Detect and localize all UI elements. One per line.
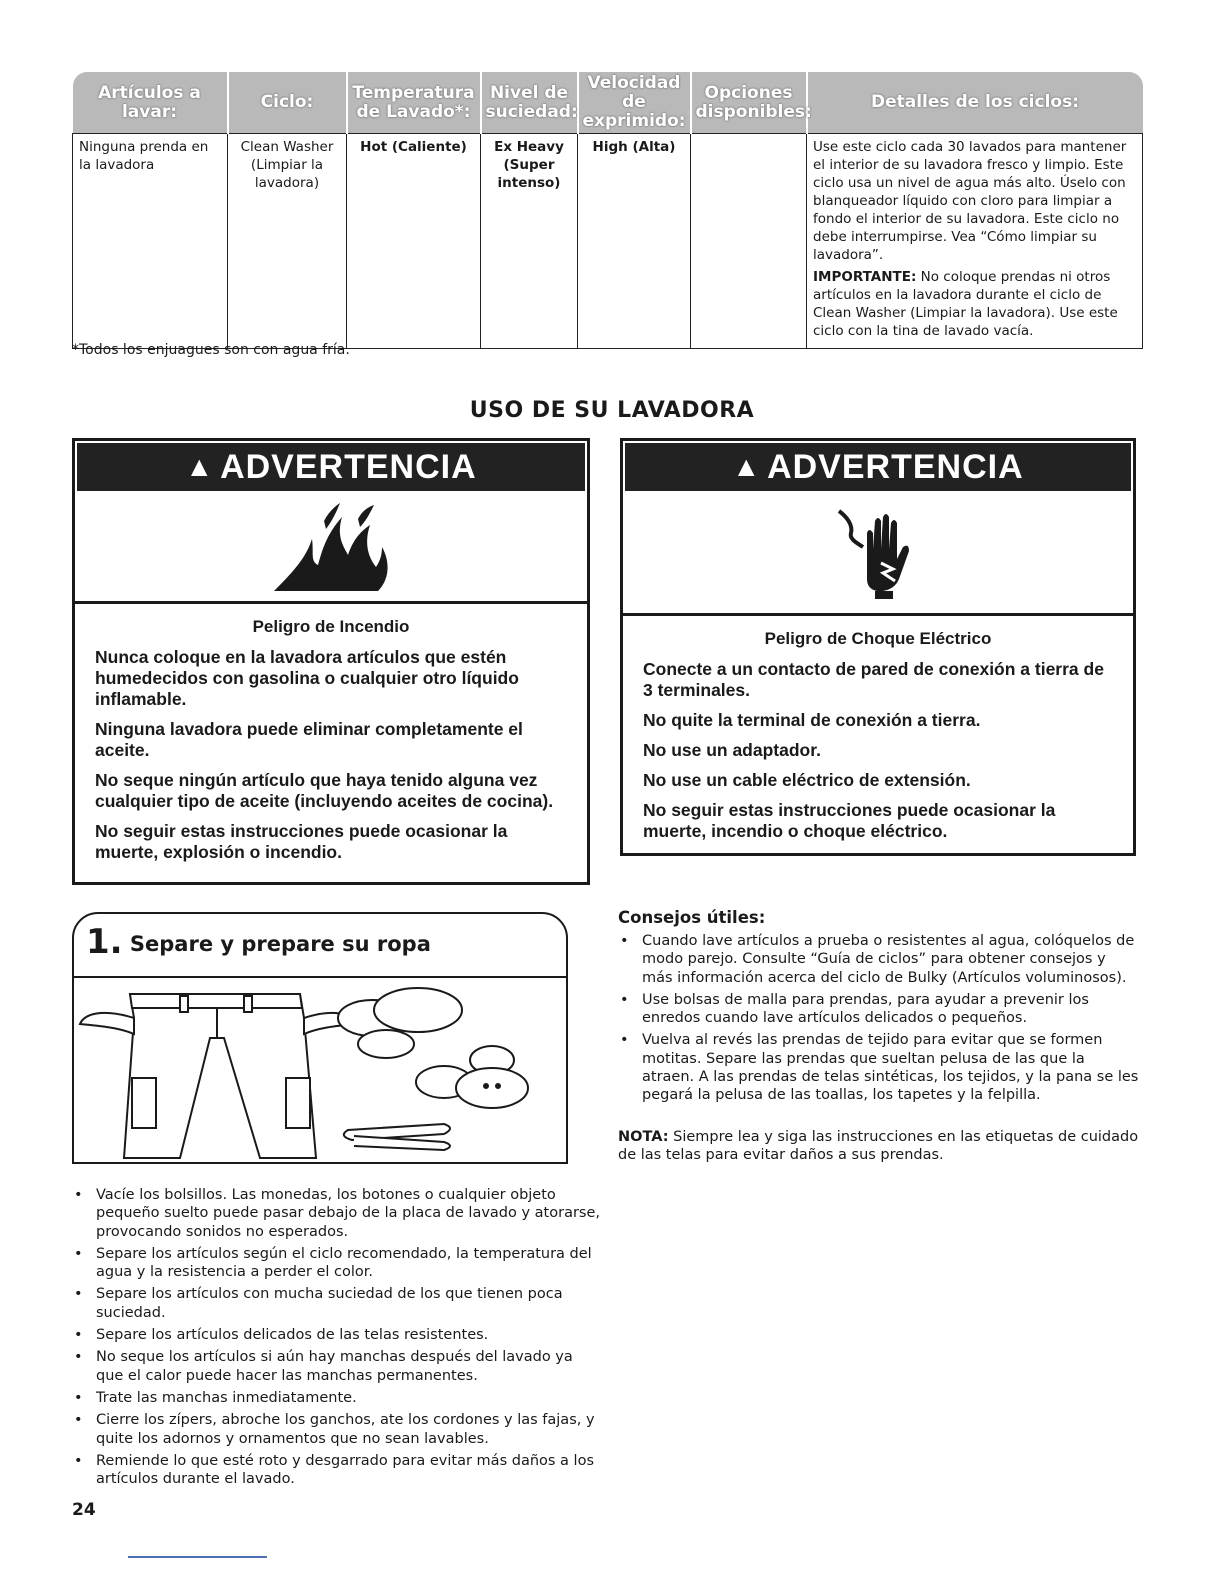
bottom-rule [128, 1556, 267, 1558]
list-item: • Remiende lo que esté roto y desgarrado para evitar más daños a los artículos durante el lavado. [74, 1452, 594, 1488]
header-details: Detalles de los ciclos: [807, 72, 1143, 134]
fire-warning-text [75, 616, 587, 863]
fire-icon [266, 499, 396, 595]
warning-line: No use un adaptador. [643, 740, 821, 760]
electric-icon-area [623, 493, 1133, 616]
list-item: • Use bolsas de malla para prendas, para ayudar a prevenir los enredos cuando lave artículos delicados o pequeños. [620, 991, 1089, 1027]
warning-line: No seque ningún artículo que haya tenido alguna vez cualquier tipo de aceite (incluyendo aceites de cocina). [95, 770, 554, 811]
list-item: • Separe los artículos con mucha suciedad de los que tienen poca suciedad. [74, 1286, 563, 1321]
warning-line: Ninguna lavadora puede eliminar completamente el aceite. [95, 719, 523, 760]
warning-triangle-icon: ▲ [732, 451, 762, 482]
electric-shock-icon [833, 503, 923, 603]
details-important [813, 268, 1136, 340]
step-title-text: Separe y prepare su ropa [129, 932, 431, 956]
header-spin-speed: Velocidad de exprimido: [578, 72, 691, 134]
step-number: 1. [86, 922, 123, 962]
header-soil-level: Nivel de suciedad: [481, 72, 578, 134]
list-item: • Separe los artículos según el ciclo recomendado, la temperatura del agua y la resistencia a perder el color. [74, 1245, 592, 1281]
header-options: Opciones disponibles: [691, 72, 807, 134]
coins-icon [338, 988, 462, 1058]
warning-title: ADVERTENCIA [767, 447, 1024, 486]
important-text: No coloque prendas ni otros artículos en la lavadora durante el ciclo de Clean Washer (Limpiar la lavadora). Use este ciclo con la tina de lavado vacía. [813, 269, 1118, 339]
step-title [86, 922, 431, 962]
list-item: • No seque los artículos si aún hay manchas después del lavado ya que el calor puede hacer las manchas permanentes. [74, 1349, 573, 1384]
list-item: • Cuando lave artículos a prueba o resistentes al agua, colóquelos de modo parejo. Consulte “Guía de ciclos” para obtener consejos y más información acerca del ciclo de Bulky (Artículos voluminosos). [620, 933, 1135, 986]
cell-temperature: Hot (Caliente) [347, 134, 481, 349]
list-item: • Cierre los zípers, abroche los ganchos, ate los cordones y las fajas, y quite los adornos y ornamentos que no sean lavables. [74, 1412, 595, 1447]
buttons-icon [416, 1046, 528, 1108]
warning-line: No use un cable eléctrico de extensión. [643, 770, 971, 790]
electric-warning-box [620, 438, 1136, 856]
cell-spin-speed: High (Alta) [578, 134, 691, 349]
cell-cycle: Clean Washer (Limpiar la lavadora) [228, 134, 347, 349]
warning-title: ADVERTENCIA [220, 447, 477, 486]
fire-warning-box [72, 438, 590, 885]
pants-icon [80, 994, 356, 1158]
cell-options [691, 134, 807, 349]
cell-details [807, 134, 1143, 349]
cycle-table-header [73, 72, 1143, 134]
header-temperature: Temperatura de Lavado*: [347, 72, 481, 134]
important-label: IMPORTANTE: [813, 269, 917, 285]
warning-line: No seguir estas instrucciones puede ocasionar la muerte, incendio o choque eléctrico. [643, 800, 1056, 841]
care-label-note [618, 1128, 1143, 1165]
note-text: Siempre lea y siga las instrucciones en las etiquetas de cuidado de las telas para evitar daños a sus prendas. [618, 1129, 1139, 1164]
cycle-table [72, 72, 1143, 349]
pants-coins-buttons-pins-illustration [72, 976, 568, 1166]
list-item: • Vacíe los bolsillos. Las monedas, los botones o cualquier objeto pequeño suelto puede pasar debajo de la placa de lavado y atorarse, provocando sonidos no esperados. [74, 1187, 601, 1240]
hazard-title: Peligro de Incendio [252, 617, 410, 636]
cell-items: Ninguna prenda en la lavadora [73, 134, 228, 349]
warning-line: No quite la terminal de conexión a tierra. [643, 710, 981, 730]
list-item: • Vuelva al revés las prendas de tejido para evitar que se formen motitas. Separe las prendas que sueltan pelusa de las que la atraen. A las prendas de telas sintéticas, los tejidos, y la pana se les pegará la pelusa de las toallas, los tapetes y la felpilla. [620, 1032, 1139, 1104]
list-item: • Trate las manchas inmediatamente. [74, 1389, 357, 1406]
warning-header [75, 441, 587, 493]
header-cycle: Ciclo: [228, 72, 347, 134]
electric-warning-text [623, 628, 1133, 842]
details-text: Use este ciclo cada 30 lavados para mantener el interior de su lavadora fresco y limpio. Este ciclo usa un nivel de agua más alto. Úselo con blanqueador líquido con cloro para limpiar a fondo el interior de su lavadora. Este ciclo no debe interrumpirse. Vea “Cómo limpiar su lavadora”. [813, 139, 1127, 263]
note-label: NOTA: [618, 1129, 669, 1145]
header-items: Artículos a lavar: [73, 72, 228, 134]
tips-list [618, 932, 1140, 1109]
warning-triangle-icon: ▲ [185, 451, 215, 482]
fire-icon-area [75, 493, 587, 604]
page-number: 24 [72, 1500, 96, 1520]
warning-line: No seguir estas instrucciones puede ocasionar la muerte, explosión o incendio. [95, 821, 508, 862]
table-footnote: *Todos los enjuagues son con agua fría. [72, 342, 350, 358]
section-title: USO DE SU LAVADORA [469, 398, 755, 423]
warning-line: Conecte a un contacto de pared de conexión a tierra de 3 terminales. [643, 659, 1104, 700]
hazard-title: Peligro de Choque Eléctrico [764, 629, 992, 648]
safety-pins-icon [344, 1124, 450, 1150]
warning-header [623, 441, 1133, 493]
warning-line: Nunca coloque en la lavadora artículos que estén humedecidos con gasolina o cualquier otro líquido inflamable. [95, 647, 519, 709]
list-item: • Separe los artículos delicados de las telas resistentes. [74, 1327, 489, 1344]
table-row [73, 134, 1143, 349]
cell-soil-level: Ex Heavy (Super intenso) [481, 134, 578, 349]
separate-clothes-list [72, 1186, 602, 1492]
tips-title: Consejos útiles: [618, 908, 766, 927]
